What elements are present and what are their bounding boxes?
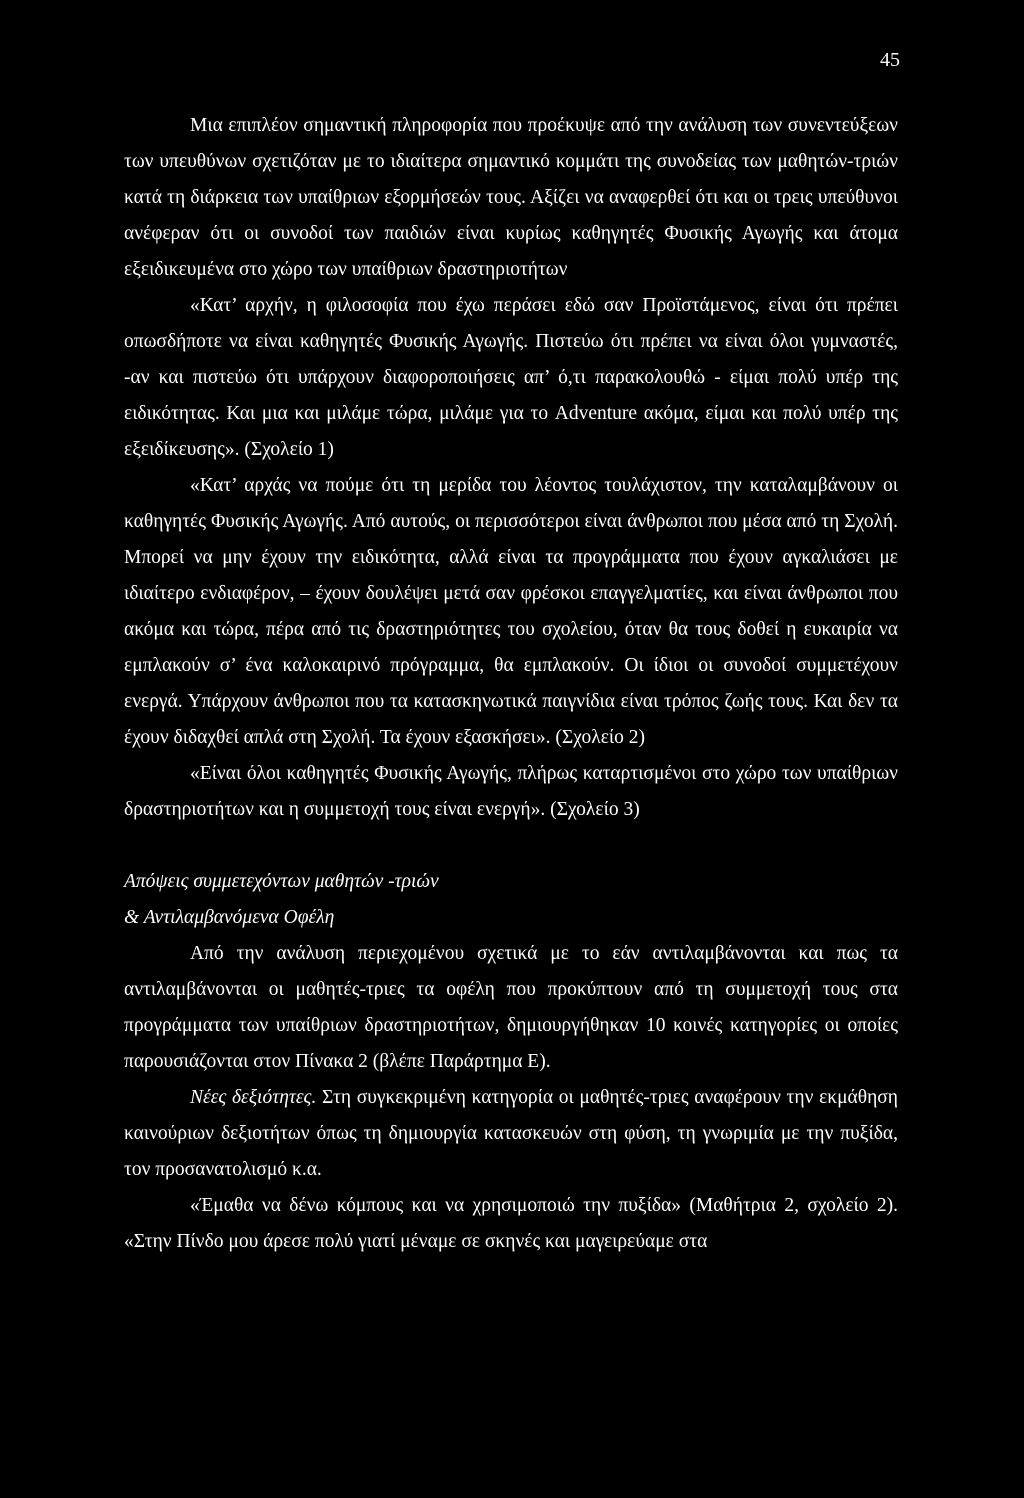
paragraph-new-skills	[124, 1080, 898, 1188]
section-heading-subtitle: & Αντιλαμβανόμενα Οφέλη	[124, 907, 335, 928]
quote-school-2: «Κατ’ αρχάς να πούμε ότι τη μερίδα του λέοντος τουλάχιστον, την καταλαμβάνουν οι καθηγητές Φυσικής Αγωγής. Από αυτούς, οι περισσότεροι είναι άνθρωποι που μέσα από τη Σχολή. Μπορεί να μην έχουν την ειδικότητα, αλλά είναι τα προγράμματα που έχουν αγκαλιάσει με ιδιαίτερο ενδιαφέρον, – έχουν δουλέψει μετά σαν φρέσκοι επαγγελματίες, και είναι άνθρωποι που ακόμα και τώρα, πέρα από τις δραστηριότητες του σχολείου, όταν θα τους δοθεί η ευκαιρία να εμπλακούν σ’ ένα καλοκαιρινό πρόγραμμα, θα εμπλακούν. Οι ίδιοι οι συνοδοί συμμετέχουν ενεργά. Υπάρχουν άνθρωποι που τα κατασκηνωτικά παιγνίδια είναι τρόπος ζωής τους. Και δεν τα έχουν διδαχθεί απλά στη Σχολή. Τα έχουν εξασκήσει». (Σχολείο 2)	[124, 475, 898, 748]
section-heading: Απόψεις συμμετεχόντων μαθητών -τριών	[124, 871, 439, 892]
quote-school-3: «Είναι όλοι καθηγητές Φυσικής Αγωγής, πλήρως καταρτισμένοι στο χώρο των υπαίθριων δραστηριοτήτων και η συμμετοχή τους είναι ενεργή». (Σχολείο 3)	[124, 763, 898, 820]
paragraph-supervisors: Μια επιπλέον σημαντική πληροφορία που προέκυψε από την ανάλυση των συνεντεύξεων των υπευθύνων σχετιζόταν με το ιδιαίτερα σημαντικό κομμάτι της συνοδείας των μαθητών-τριών κατά τη διάρκεια των υπαίθριων εξορμήσεών τους. Αξίζει να αναφερθεί ότι και οι τρεις υπεύθυνοι ανέφεραν ότι οι συνοδοί των παιδιών είναι κυρίως καθηγητές Φυσικής Αγωγής και άτομα εξειδικευμένα στο χώρο των υπαίθριων δραστηριοτήτων	[124, 115, 898, 280]
quote-school-1: «Κατ’ αρχήν, η φιλοσοφία που έχω περάσει εδώ σαν Προϊστάμενος, είναι ότι πρέπει οπωσδήποτε να είναι καθηγητές Φυσικής Αγωγής. Πιστεύω ότι πρέπει να είναι όλοι γυμναστές, -αν και πιστεύω ότι υπάρχουν διαφοροποιήσεις απ’ ό,τι παρακολουθώ - είμαι πολύ υπέρ της ειδικότητας. Και μια και μιλάμε τώρα, μιλάμε για το Adventure ακόμα, είμαι και πολύ υπέρ της εξειδίκευσης». (Σχολείο 1)	[124, 295, 898, 460]
document-body	[124, 108, 898, 1260]
page-number: 45	[880, 49, 900, 71]
paragraph-content-analysis: Από την ανάλυση περιεχομένου σχετικά με το εάν αντιλαμβάνονται και πως τα αντιλαμβάνονται οι μαθητές-τριες τα οφέλη που προκύπτουν από τη συμμετοχή τους στα προγράμματα των υπαίθριων δραστηριοτήτων, δημιουργήθηκαν 10 κοινές κατηγορίες οι οποίες παρουσιάζονται στον Πίνακα 2 (βλέπε Παράρτημα Ε).	[124, 943, 898, 1072]
quote-students: «Έμαθα να δένω κόμπους και να χρησιμοποιώ την πυξίδα» (Μαθήτρια 2, σχολείο 2). «Στην Πίνδο μου άρεσε πολύ γιατί μέναμε σε σκηνές και μαγειρεύαμε στα	[124, 1195, 898, 1252]
category-text: Στη συγκεκριμένη κατηγορία οι μαθητές-τριες αναφέρουν την εκμάθηση καινούριων δεξιοτήτων όπως τη δημιουργία κατασκευών στη φύση, τη γνωριμία με την πυξίδα, τον προσανατολισμό κ.α.	[124, 1087, 899, 1180]
category-lead: Νέες δεξιότητες.	[190, 1087, 317, 1108]
